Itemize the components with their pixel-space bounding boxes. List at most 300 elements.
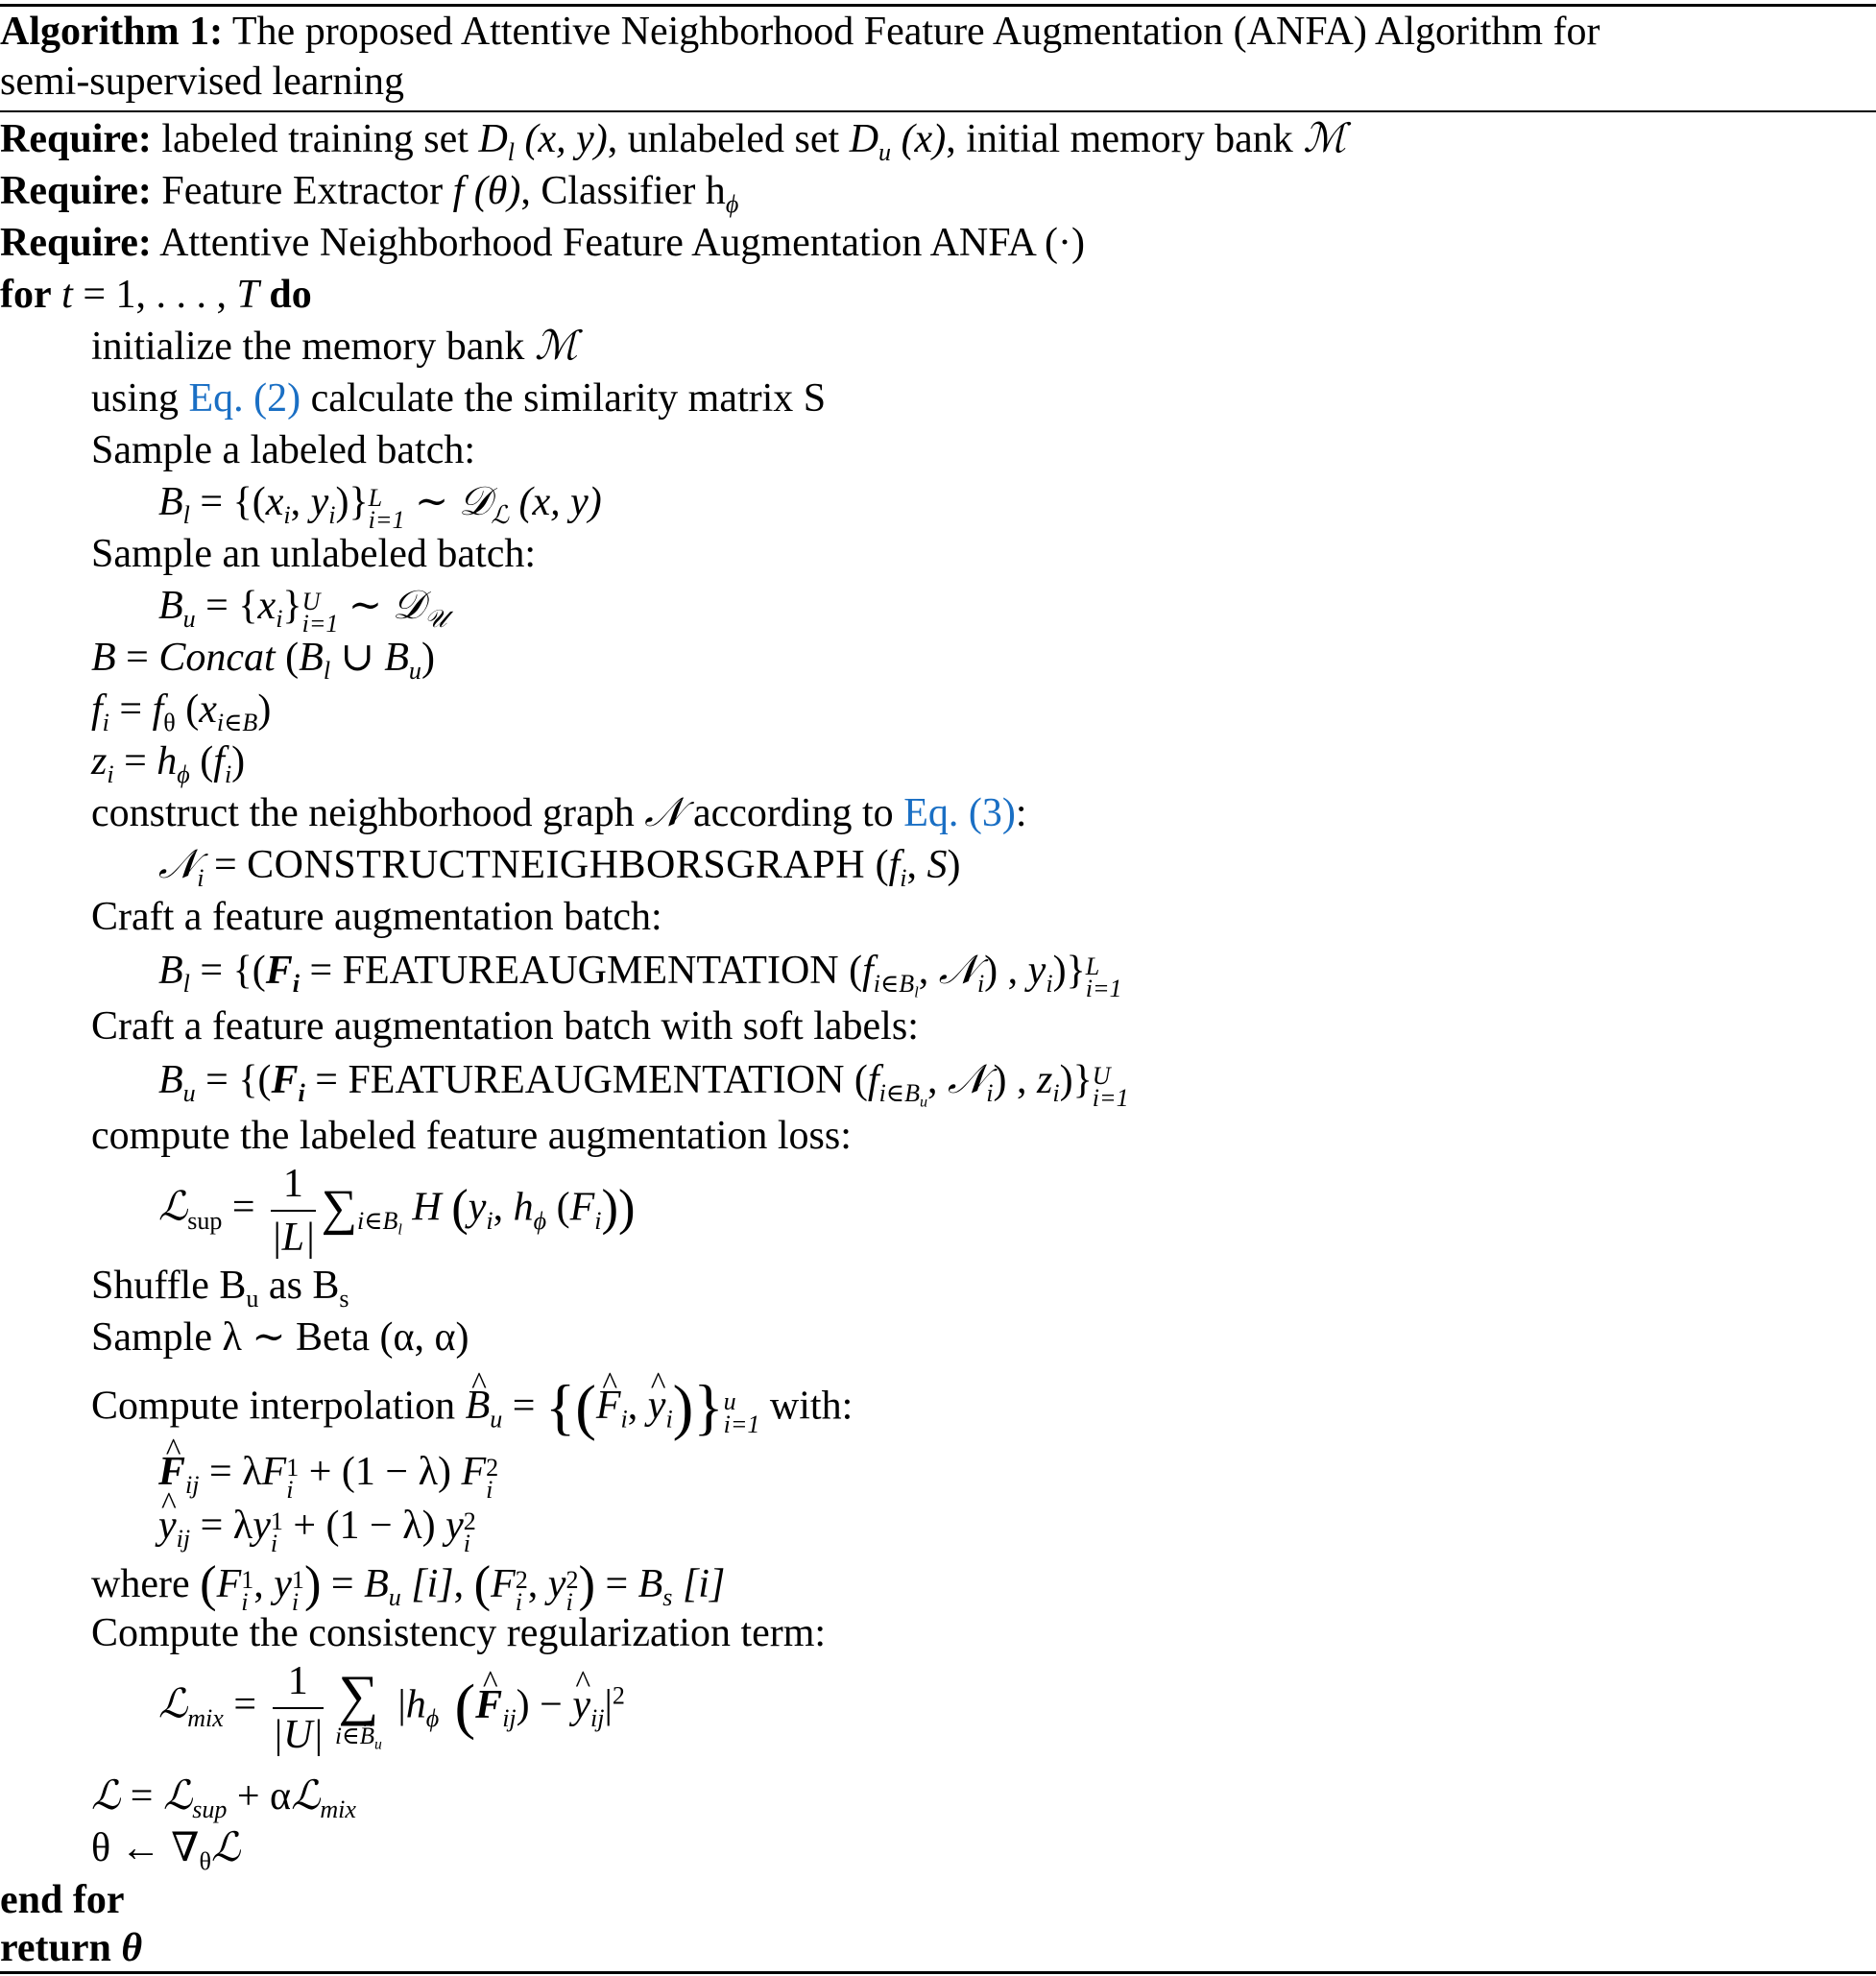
require-line-2 xyxy=(0,169,739,219)
math-sub: i xyxy=(565,1588,573,1617)
end-for-keyword: end for xyxy=(0,1878,125,1922)
sum-with-limits xyxy=(334,1664,382,1753)
equation-2-link[interactable]: Eq. (2) xyxy=(188,376,301,421)
math-sup: 2 xyxy=(515,1565,528,1594)
math: = xyxy=(223,1682,267,1727)
math-sub: i=1 xyxy=(301,610,339,639)
math-subscript: i xyxy=(665,1405,673,1434)
eq-logits xyxy=(91,739,246,789)
math: ( xyxy=(546,1185,570,1230)
algorithm-caption-line2 xyxy=(0,61,404,102)
step-text: Craft a feature augmentation batch with soft labels: xyxy=(91,1004,919,1048)
algorithm-title-cont: semi-supervised learning xyxy=(0,60,405,104)
math: )} xyxy=(672,1373,724,1442)
math-limits xyxy=(515,1565,528,1617)
step-text: Sample a labeled batch: xyxy=(91,428,476,472)
math-subscript: l xyxy=(507,138,516,167)
math: y xyxy=(253,1504,271,1548)
math: ( xyxy=(275,636,300,680)
step-text: initialize the memory bank xyxy=(91,325,535,369)
math: B xyxy=(637,1561,663,1606)
math: ∪ xyxy=(330,636,385,680)
math: x xyxy=(265,480,284,524)
math: y xyxy=(1027,949,1046,993)
step-text: compute the labeled feature augmentation loss: xyxy=(91,1114,852,1158)
math-fn: CONSTRUCTNEIGHBORSGRAPH xyxy=(247,843,866,887)
math-sub: i=1 xyxy=(723,1410,760,1438)
math: = xyxy=(120,1774,163,1819)
math-subscript: u xyxy=(374,1736,382,1753)
math: = {( xyxy=(195,1058,272,1102)
math-fn: FEATUREAUGMENTATION xyxy=(348,1058,845,1102)
math: , xyxy=(453,1561,474,1606)
loop-end: T xyxy=(236,273,259,317)
eq-lsup-def xyxy=(158,1164,635,1258)
require-text: , initial memory bank xyxy=(946,117,1304,161)
algorithm-caption-line1 xyxy=(0,12,1600,52)
step-text: as B xyxy=(258,1264,340,1308)
math: = xyxy=(113,739,157,783)
math-args: (θ) xyxy=(464,169,521,213)
math: f xyxy=(213,739,225,783)
math-limits xyxy=(486,1453,499,1505)
eq-concat xyxy=(91,636,435,686)
math-symbol: f xyxy=(452,169,465,213)
math: ( xyxy=(451,1179,469,1236)
sum-symbol: ∑ xyxy=(321,1179,357,1236)
math-subscript: mix xyxy=(320,1795,356,1824)
math-subscript: i xyxy=(976,970,985,999)
math: ∼ xyxy=(338,584,393,628)
math-subscript: u xyxy=(182,1079,196,1108)
math: ) xyxy=(231,739,246,783)
algorithm-label: Algorithm 1: xyxy=(0,10,224,54)
math: [i] xyxy=(672,1561,726,1606)
math: ^ B xyxy=(466,1386,491,1426)
step-sample-labeled xyxy=(91,430,475,470)
math-sub: i=1 xyxy=(1085,975,1122,1003)
math-sub: i xyxy=(515,1588,523,1617)
math: , xyxy=(927,1058,949,1102)
math: z xyxy=(91,739,108,783)
math-subscript: i xyxy=(292,970,300,999)
math: y xyxy=(310,480,329,524)
math-args: (x, y) xyxy=(515,117,608,161)
math: ^ F xyxy=(158,1452,185,1492)
math-fn: h xyxy=(156,739,178,783)
math-subscript: i∈B xyxy=(357,1206,398,1235)
math: = xyxy=(304,1058,349,1102)
step-text: with: xyxy=(759,1384,854,1429)
step-where xyxy=(91,1556,726,1617)
math-subscript: θ xyxy=(163,709,176,737)
math: B xyxy=(158,584,183,628)
math: ( xyxy=(175,687,200,732)
math-sup: 2 xyxy=(612,1681,625,1710)
math: , xyxy=(918,949,939,993)
math: )} xyxy=(335,480,369,524)
math-sub: i xyxy=(241,1588,249,1617)
math-limits xyxy=(368,483,405,535)
step-text: Compute interpolation xyxy=(91,1384,466,1429)
end-for-line xyxy=(0,1880,125,1920)
math-symbol: ℳ xyxy=(534,325,578,369)
math-fn: Concat xyxy=(158,636,276,680)
math-sub: i∈B̂ xyxy=(334,1723,374,1749)
require-text: Attentive Neighborhood Feature Augmentation ANFA (·) xyxy=(159,221,1085,265)
math-subscript: i xyxy=(1052,1079,1060,1108)
math-sup: 1 xyxy=(291,1565,304,1594)
math-subscript: l xyxy=(397,1221,402,1239)
math: B xyxy=(364,1561,389,1606)
eq-lmix-def xyxy=(158,1661,625,1755)
math-limits xyxy=(270,1506,283,1558)
math-subscript: i xyxy=(298,1079,305,1108)
math: ( xyxy=(200,1556,217,1612)
math: ) xyxy=(303,1556,322,1612)
math-sup: L xyxy=(368,483,383,512)
math: = xyxy=(108,687,153,732)
loop-var: t xyxy=(61,273,73,317)
math: ( xyxy=(189,739,214,783)
math-limits xyxy=(1092,1061,1129,1113)
math-limits xyxy=(565,1565,579,1617)
math: F xyxy=(216,1561,242,1606)
caption-rule xyxy=(0,110,1876,112)
math: F xyxy=(491,1561,516,1606)
math: y xyxy=(468,1185,487,1230)
require-keyword: Require: xyxy=(0,117,152,161)
step-text: according to xyxy=(683,791,904,835)
math: | xyxy=(387,1682,406,1727)
math: S xyxy=(926,843,948,887)
math: = λ xyxy=(199,1450,262,1494)
eq-bl-aug xyxy=(158,949,1122,1003)
return-value: θ xyxy=(110,1926,143,1970)
step-init xyxy=(91,326,578,367)
require-keyword: Require: xyxy=(0,169,152,213)
math: B xyxy=(158,480,183,524)
math: ( xyxy=(865,843,889,887)
math: ℒ xyxy=(210,1826,241,1870)
math: F xyxy=(461,1450,487,1494)
math-subscript: u xyxy=(490,1405,503,1434)
math: [i] xyxy=(400,1561,454,1606)
math: x xyxy=(199,687,217,732)
math-sub: i xyxy=(463,1530,470,1558)
math: = xyxy=(204,843,248,887)
math: F xyxy=(271,1058,299,1102)
step-text: : xyxy=(1015,791,1027,835)
numerator: 1 xyxy=(273,1661,324,1709)
step-text: Shuffle B xyxy=(91,1264,247,1308)
math: z xyxy=(1037,1058,1053,1102)
require-keyword: Require: xyxy=(0,221,152,265)
math: ^ F xyxy=(475,1685,502,1725)
step-text: where xyxy=(91,1561,201,1606)
math: B xyxy=(384,636,409,680)
step-shuffle xyxy=(91,1264,349,1313)
math: 𝒩 xyxy=(158,843,198,887)
algorithm-title: The proposed Attentive Neighborhood Feature Augmentation (ANFA) Algorithm for xyxy=(231,10,1600,54)
math-subscript: u xyxy=(408,657,421,686)
math: , xyxy=(627,1384,648,1429)
math-symbol: D xyxy=(849,117,879,161)
math-subscript: l xyxy=(182,970,190,999)
math-subscript: i xyxy=(276,605,283,634)
math: ^ y xyxy=(158,1506,177,1546)
math: = xyxy=(115,636,159,680)
math-subscript: s xyxy=(662,1582,673,1611)
math-subscript: mix xyxy=(187,1703,224,1732)
step-craft-unlabeled xyxy=(91,1006,919,1047)
denominator: |L| xyxy=(271,1216,316,1260)
math-subscript: i xyxy=(594,1206,602,1235)
numerator: 1 xyxy=(271,1164,315,1212)
step-text: using xyxy=(91,376,189,421)
math-sub: i=1 xyxy=(1092,1084,1129,1113)
math-limits xyxy=(291,1565,304,1617)
math-subscript: ϕ xyxy=(177,760,190,789)
math: + (1 − λ) xyxy=(282,1504,446,1548)
math: , xyxy=(290,480,311,524)
math-fn: f xyxy=(152,687,164,732)
math: ^ F xyxy=(596,1386,621,1426)
math-subscript: u xyxy=(182,605,196,634)
step-text: construct the neighborhood graph xyxy=(91,791,645,835)
math-sup: 2 xyxy=(565,1565,579,1594)
step-interpolation xyxy=(91,1373,854,1442)
require-line-3 xyxy=(0,223,1085,263)
math: ( xyxy=(838,949,863,993)
eq-bu-aug xyxy=(158,1058,1129,1113)
math-subscript: u xyxy=(878,138,892,167)
math: f xyxy=(888,843,901,887)
step-neighborhood xyxy=(91,793,1027,833)
math-sup: 1 xyxy=(286,1453,300,1482)
math: )) xyxy=(601,1179,636,1236)
math: B xyxy=(158,949,183,993)
step-consistency xyxy=(91,1613,826,1653)
step-similarity xyxy=(91,378,826,419)
math: ^ y xyxy=(572,1685,590,1725)
math: {( xyxy=(544,1373,596,1442)
math-sup: 1 xyxy=(270,1506,283,1535)
math: 𝒟 xyxy=(392,584,425,628)
require-text: , unlabeled set xyxy=(607,117,850,161)
math: 𝒩 xyxy=(938,949,977,993)
math-sup: u xyxy=(723,1387,736,1416)
math: y xyxy=(274,1561,292,1606)
math-subscript: ϕ xyxy=(425,1703,440,1732)
math-subscript: ij xyxy=(185,1471,200,1500)
math: F xyxy=(265,949,293,993)
math: (x, y) xyxy=(508,480,602,524)
math-subscript: i xyxy=(900,864,907,893)
math-subscript: θ xyxy=(199,1847,211,1876)
math: ∼ xyxy=(404,480,459,524)
math-limits xyxy=(301,587,339,639)
sum-symbol: ∑ xyxy=(338,1664,379,1726)
math-subscript: i xyxy=(1046,970,1053,999)
math-subscript: i xyxy=(283,501,291,530)
math-subscript: sup xyxy=(187,1206,223,1235)
math: F xyxy=(261,1450,287,1494)
step-sample-unlabeled xyxy=(91,534,536,574)
require-text: , Classifier h xyxy=(520,169,726,213)
fraction xyxy=(271,1164,315,1258)
math: = {( xyxy=(189,949,266,993)
math: ) xyxy=(578,1556,595,1612)
return-keyword: return xyxy=(0,1926,111,1970)
math: = { xyxy=(195,584,258,628)
math-subscript: ℒ xyxy=(491,501,509,530)
step-labeled-loss xyxy=(91,1116,852,1156)
math-sub: i xyxy=(270,1530,278,1558)
math-limits xyxy=(286,1453,300,1505)
math: ℒ xyxy=(291,1774,321,1819)
math: = xyxy=(321,1561,365,1606)
math: = xyxy=(502,1384,545,1429)
denominator: |U| xyxy=(272,1713,324,1757)
math-subscript: i xyxy=(102,709,109,737)
require-line-1 xyxy=(0,117,1347,167)
math: ( xyxy=(473,1556,492,1612)
step-text: Craft a feature augmentation batch: xyxy=(91,895,662,939)
eq-bu-def xyxy=(158,584,447,639)
math: ) xyxy=(257,687,272,732)
math: ℒ xyxy=(162,1774,193,1819)
step-sample-lambda xyxy=(91,1317,469,1358)
math-subscript: i∈B xyxy=(878,1079,920,1108)
math: B xyxy=(158,1058,183,1102)
step-text: Compute the consistency regularization term: xyxy=(91,1611,827,1655)
math: = xyxy=(299,949,343,993)
math: f xyxy=(91,687,103,732)
math-sup: 2 xyxy=(463,1506,476,1535)
math: ℒ xyxy=(91,1774,121,1819)
loop-range: = 1, . . . , xyxy=(72,273,237,317)
math-fn: FEATUREAUGMENTATION xyxy=(342,949,839,993)
step-text: calculate the similarity matrix S xyxy=(301,376,827,421)
math-subscript: ϕ xyxy=(533,1206,547,1235)
math-subscript: i xyxy=(986,1079,994,1108)
math: = λ xyxy=(190,1504,253,1548)
math-subscript: i xyxy=(107,760,114,789)
math-limits xyxy=(723,1387,760,1438)
math-subscript: ij xyxy=(176,1525,191,1554)
equation-3-link[interactable]: Eq. (3) xyxy=(903,791,1016,835)
return-line xyxy=(0,1928,142,1968)
math: ) , xyxy=(984,949,1028,993)
math: ) , xyxy=(993,1058,1038,1102)
math-subscript: l xyxy=(914,984,919,1001)
math: ℒ xyxy=(158,1185,188,1230)
math-sub: i xyxy=(286,1476,294,1505)
math: , xyxy=(527,1561,548,1606)
math-subscript: u xyxy=(388,1582,401,1611)
math-subscript: i xyxy=(328,501,336,530)
eq-total-loss xyxy=(91,1774,356,1824)
require-text: Feature Extractor xyxy=(161,169,453,213)
step-text: Sample λ ∼ Beta (α, α) xyxy=(91,1315,469,1360)
math: , xyxy=(493,1185,514,1230)
eq-y-mix xyxy=(158,1504,476,1558)
eq-features xyxy=(91,687,272,737)
math-subscript: i∈B xyxy=(216,709,258,737)
math: h xyxy=(513,1185,534,1230)
math: B xyxy=(299,636,324,680)
math: h xyxy=(405,1682,426,1727)
math-subscript: i xyxy=(486,1206,493,1235)
math: F xyxy=(569,1185,595,1230)
math: ( xyxy=(439,1672,476,1742)
eq-update xyxy=(91,1826,241,1876)
fraction xyxy=(273,1661,324,1755)
math-symbol: D xyxy=(478,117,508,161)
math: = xyxy=(594,1561,638,1606)
math-subscript: u xyxy=(919,1094,928,1111)
step-craft-labeled xyxy=(91,897,662,937)
math: )} xyxy=(1059,1058,1093,1102)
for-keyword: for xyxy=(0,273,52,317)
math-subscript: i xyxy=(620,1405,628,1434)
math-subscript: ij xyxy=(590,1703,605,1732)
bottom-rule xyxy=(0,1971,1876,1974)
do-keyword: do xyxy=(258,273,312,317)
math: f xyxy=(867,1058,879,1102)
eq-bl-def xyxy=(158,480,602,535)
math: f xyxy=(862,949,874,993)
math-subscript: s xyxy=(339,1285,349,1313)
math: 𝒩 xyxy=(948,1058,987,1102)
step-text: Sample an unlabeled batch: xyxy=(91,532,537,576)
math: ^ y xyxy=(648,1386,666,1426)
eq-f-mix xyxy=(158,1450,499,1505)
math: B xyxy=(91,636,116,680)
math: ( xyxy=(844,1058,868,1102)
math: θ ← ∇ xyxy=(91,1826,200,1870)
math: H xyxy=(401,1185,452,1230)
math-subscript: l xyxy=(323,657,331,686)
math-sup: 1 xyxy=(241,1565,254,1594)
math-symbol: ℳ xyxy=(1303,117,1347,161)
math: + (1 − λ) xyxy=(299,1450,462,1494)
math-subscript: sup xyxy=(192,1795,228,1824)
math-limits xyxy=(1085,952,1122,1003)
math: = xyxy=(222,1185,266,1230)
math-sup: L xyxy=(1085,952,1100,980)
math: , xyxy=(253,1561,275,1606)
math: ) xyxy=(947,843,961,887)
math: + α xyxy=(227,1774,292,1819)
math: ) − xyxy=(516,1682,573,1727)
math-sub: i xyxy=(486,1476,493,1505)
math: , xyxy=(906,843,927,887)
math-sup: U xyxy=(1092,1061,1111,1090)
math-sub: i=1 xyxy=(368,506,405,535)
math-subscript: 𝒰 xyxy=(424,605,447,634)
math-subscript: i xyxy=(224,760,232,789)
math-limits xyxy=(463,1506,476,1558)
math-sup: 2 xyxy=(486,1453,499,1482)
math: )} xyxy=(1052,949,1086,993)
math-sub: i xyxy=(291,1588,300,1617)
math: = {( xyxy=(189,480,266,524)
math-symbol: 𝒩 xyxy=(644,791,684,835)
math: 𝒟 xyxy=(458,480,492,524)
math: ℒ xyxy=(158,1682,188,1727)
